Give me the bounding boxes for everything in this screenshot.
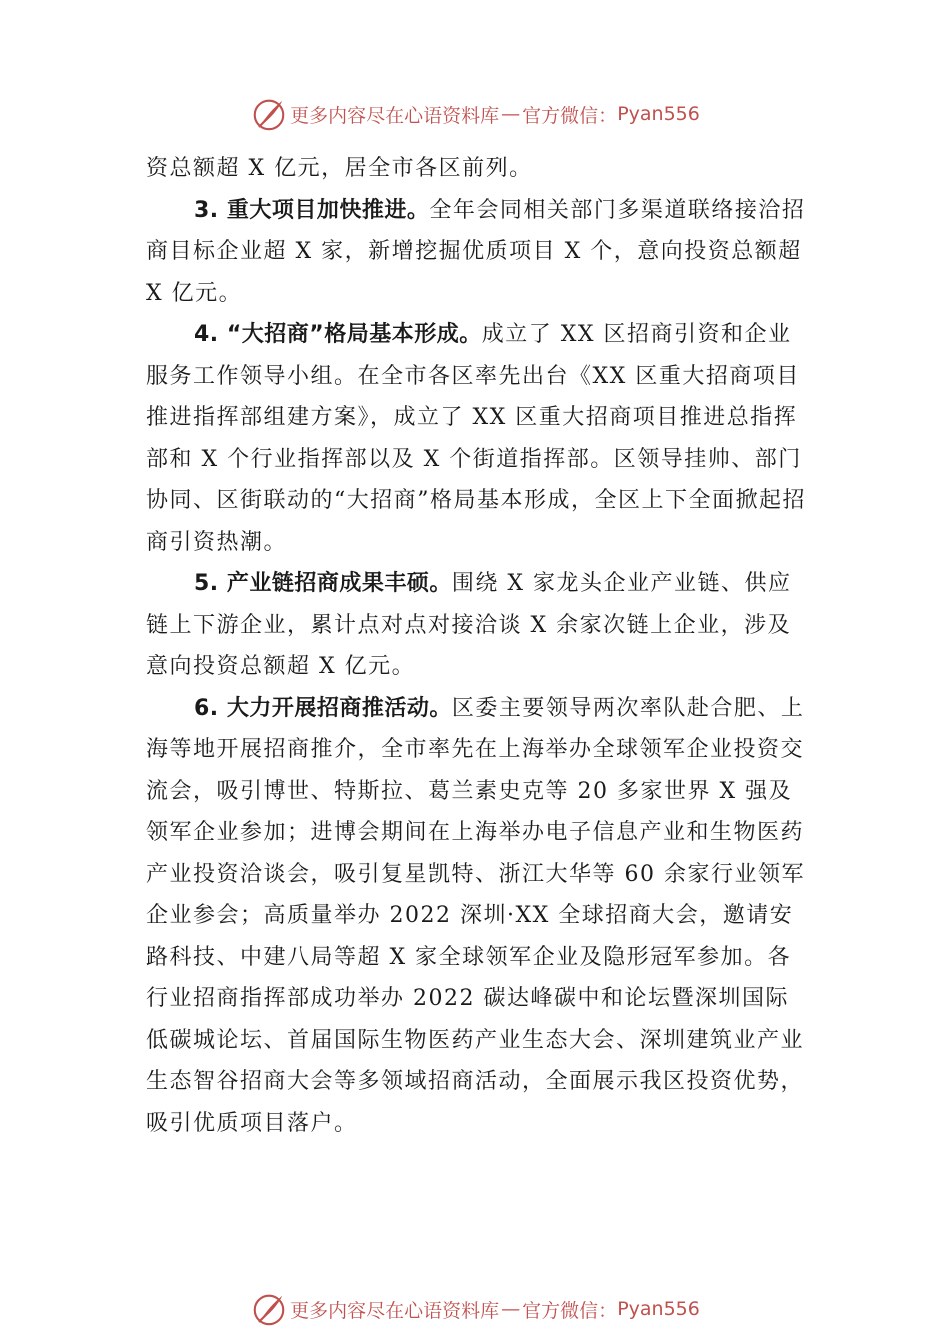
quill-pen-logo-icon (250, 1290, 288, 1328)
watermark-main-text: 更多内容尽在心语资料库 (290, 104, 500, 127)
quill-pen-logo-icon (250, 95, 288, 133)
section-paragraph (146, 688, 806, 1145)
watermark-dash: — (501, 1298, 521, 1320)
footer-watermark (0, 1289, 950, 1329)
watermark-main-text: 更多内容尽在心语资料库 (290, 1299, 500, 1322)
section-heading: 6. 大力开展招商推活动。 (194, 695, 452, 721)
section-paragraph (146, 190, 806, 315)
section-paragraph (146, 314, 806, 563)
section-body: 区委主要领导两次率队赴合肥、上海等地开展招商推介，全市率先在上海举办全球领军企业投资交流会，吸引博世、特斯拉、葛兰素史克等 20 多家世界 X 强及领军企业参加；进博会期间在上海举办电子信息产业和生物医药产业投资洽谈会，吸引复星凯特、浙江大华等 60 余家行业领军企业参会；高质量举办 2022 深圳·XX 全球招商大会，邀请安路科技、中建八局等超 X 家全球领军企业及隐形冠军参加。各行业招商指挥部成功举办 2022 碳达峰碳中和论坛暨深圳国际低碳城论坛、首届国际生物医药产业生态大会、深圳建筑业产业生态智谷招商大会等多领域招商活动，全面展示我区投资优势，吸引优质项目落户。 (146, 695, 805, 1136)
section-heading: 4. “大招商”格局基本形成。 (194, 322, 482, 347)
section-body: 围绕 X 家龙头企业产业链、供应链上下游企业，累计点对点对接洽谈 X 余家次链上企业，涉及意向投资总额超 X 亿元。 (146, 571, 792, 679)
watermark-secondary-text: 官方微信： (522, 1299, 618, 1322)
header-watermark (0, 94, 950, 134)
section-paragraph (146, 563, 806, 688)
watermark-dash: — (501, 103, 521, 125)
section-heading: 5. 产业链招商成果丰硕。 (194, 571, 452, 596)
continuation-paragraph: 资总额超 X 亿元，居全市各区前列。 (146, 156, 533, 181)
watermark-wechat-id: Pyan556 (617, 1298, 700, 1320)
watermark-secondary-text: 官方微信： (522, 104, 618, 127)
watermark-wechat-id: Pyan556 (617, 103, 700, 125)
section-body: 成立了 XX 区招商引资和企业服务工作领导小组。在全市各区率先出台《XX 区重大招商项目推进指挥部组建方案》，成立了 XX 区重大招商项目推进总指挥部和 X 个行业指挥部以及 X 个街道指挥部。区领导挂帅、部门协同、区街联动的“大招商”格局基本形成，全区上下全面掀起招商引资热潮。 (146, 322, 806, 555)
section-heading: 3. 重大项目加快推进。 (194, 197, 430, 223)
section-body: 全年会同相关部门多渠道联络接洽招商目标企业超 X 家，新增挖掘优质项目 X 个，意向投资总额超 X 亿元。 (146, 197, 806, 306)
document-body (146, 148, 806, 1144)
